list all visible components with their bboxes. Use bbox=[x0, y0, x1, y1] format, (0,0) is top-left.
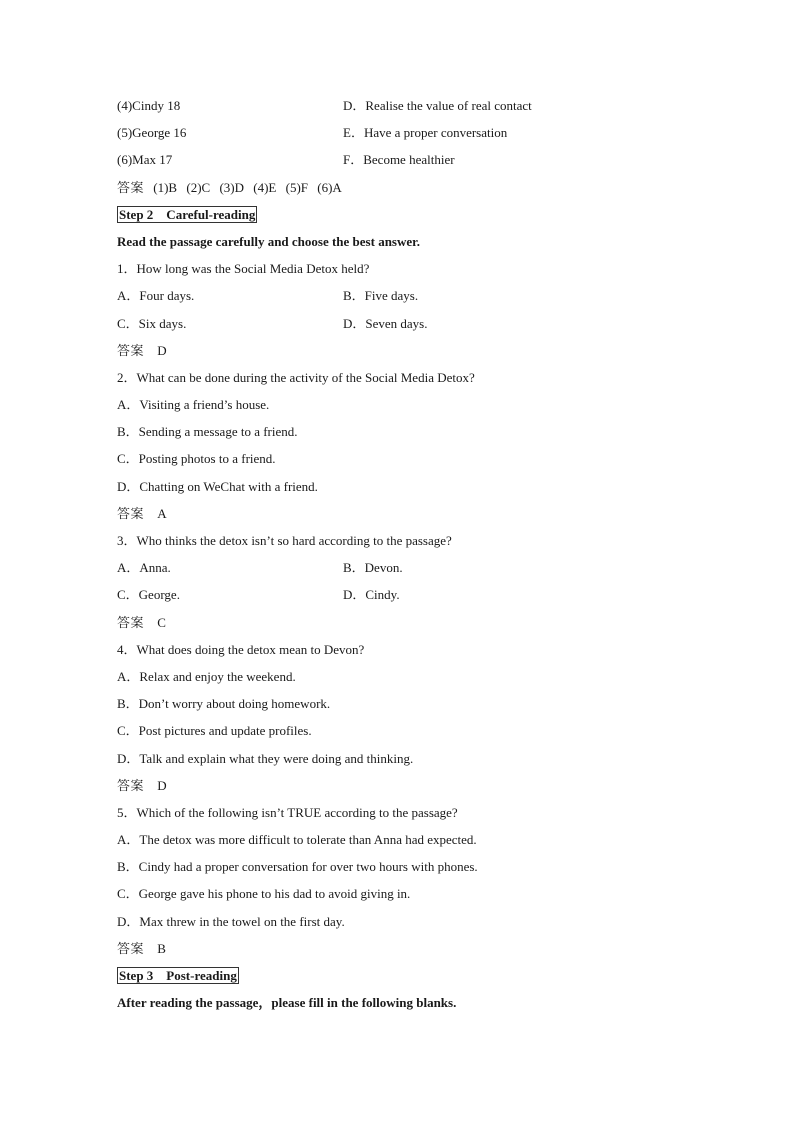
matching-answer: (1)B bbox=[153, 179, 178, 195]
option-c: C．George gave his phone to his dad to avoid giving in. bbox=[117, 886, 411, 902]
answer-label: 答案 bbox=[117, 777, 145, 793]
step2-heading-row bbox=[117, 201, 717, 228]
matching-person: (4)Cindy 18 bbox=[117, 98, 181, 113]
question-1: 1．How long was the Social Media Detox held? bbox=[117, 261, 370, 277]
option-d: D．Seven days. bbox=[343, 315, 428, 331]
option-a: A．Four days. bbox=[117, 288, 195, 304]
matching-answer: (2)C bbox=[186, 179, 211, 195]
answer-label: 答案 bbox=[117, 614, 145, 630]
option-c: C．George. bbox=[117, 587, 180, 603]
answer-value: D bbox=[157, 777, 167, 793]
options-row bbox=[117, 310, 717, 337]
answer-row bbox=[117, 337, 717, 364]
answer-label: 答案 bbox=[117, 505, 145, 521]
option-a: A．Anna. bbox=[117, 560, 171, 576]
option-d: D．Cindy. bbox=[343, 587, 400, 603]
option-c: C．Six days. bbox=[117, 315, 187, 331]
matching-row bbox=[117, 119, 717, 146]
step2-title: Step 2 Careful-reading bbox=[119, 206, 256, 222]
answer-row bbox=[117, 772, 717, 799]
matching-answer: (6)A bbox=[317, 179, 342, 195]
matching-person: (6)Max 17 bbox=[117, 152, 173, 168]
question-5: 5．Which of the following isn’t TRUE according to the passage? bbox=[117, 804, 458, 820]
option-b: B．Cindy had a proper conversation for over two hours with phones. bbox=[117, 859, 478, 875]
option-a: A．Visiting a friend’s house. bbox=[117, 397, 270, 413]
matching-option: F．Become healthier bbox=[343, 152, 455, 168]
matching-answer-row bbox=[117, 174, 717, 201]
answer-label: 答案 bbox=[117, 179, 145, 195]
question-3: 3．Who thinks the detox isn’t so hard according to the passage? bbox=[117, 533, 452, 548]
matching-answer: (5)F bbox=[285, 179, 308, 195]
matching-answer: (4)E bbox=[253, 179, 277, 195]
answer-row bbox=[117, 609, 717, 636]
answer-value: B bbox=[157, 940, 166, 956]
question-2: 2．What can be done during the activity of the Social Media Detox? bbox=[117, 369, 475, 385]
option-b: B．Devon. bbox=[343, 560, 403, 576]
option-b: B．Don’t worry about doing homework. bbox=[117, 696, 331, 712]
answer-label: 答案 bbox=[117, 940, 145, 956]
matching-option: E．Have a proper conversation bbox=[343, 125, 508, 141]
options-row bbox=[117, 282, 717, 309]
answer-row bbox=[117, 500, 717, 527]
matching-row bbox=[117, 146, 717, 173]
matching-person: (5)George 16 bbox=[117, 125, 187, 141]
option-d: D．Max threw in the towel on the first day. bbox=[117, 913, 345, 929]
answer-value: A bbox=[157, 505, 167, 521]
option-d: D．Talk and explain what they were doing and thinking. bbox=[117, 750, 414, 766]
answer-label: 答案 bbox=[117, 342, 145, 358]
option-a: A．Relax and enjoy the weekend. bbox=[117, 668, 296, 684]
option-c: C．Posting photos to a friend. bbox=[117, 451, 276, 467]
document-page bbox=[117, 92, 717, 1016]
option-d: D．Chatting on WeChat with a friend. bbox=[117, 478, 318, 494]
options-row bbox=[117, 554, 717, 581]
answer-value: D bbox=[157, 342, 167, 358]
option-a: A．The detox was more difficult to tolerate than Anna had expected. bbox=[117, 832, 477, 848]
step3-title: Step 3 Post-reading bbox=[119, 968, 237, 983]
matching-row bbox=[117, 92, 717, 119]
option-c: C．Post pictures and update profiles. bbox=[117, 723, 312, 739]
step2-instruction: Read the passage carefully and choose the best answer. bbox=[117, 233, 420, 249]
option-b: B．Five days. bbox=[343, 288, 419, 304]
step3-heading-row bbox=[117, 962, 717, 989]
options-row bbox=[117, 581, 717, 608]
question-4: 4．What does doing the detox mean to Devon? bbox=[117, 641, 365, 657]
answer-row bbox=[117, 935, 717, 962]
step3-instruction: After reading the passage，please fill in the following blanks. bbox=[117, 995, 457, 1011]
matching-option: D．Realise the value of real contact bbox=[343, 98, 532, 113]
answer-value: C bbox=[157, 614, 166, 630]
option-b: B．Sending a message to a friend. bbox=[117, 424, 298, 440]
matching-answer: (3)D bbox=[219, 179, 244, 195]
